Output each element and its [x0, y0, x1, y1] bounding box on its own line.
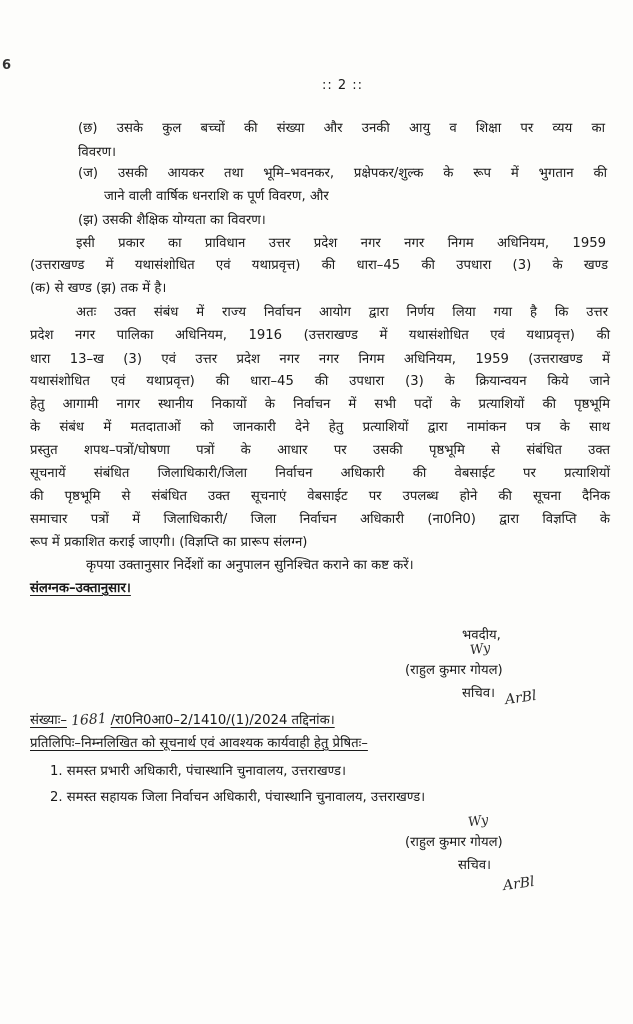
- item-jh-line1: (झ) उसकी शैक्षिक योग्यता का विवरण।: [78, 213, 266, 228]
- signatory-designation: सचिव।: [458, 858, 492, 873]
- para2-line: की पृष्ठभूमि से संबंधित उक्त सूचनाएं वेबसाईट पर उपलब्ध होने की सूचना दैनिक: [30, 489, 610, 504]
- signature-initials: Wy: [469, 640, 492, 659]
- para1-line: (उत्तराखण्ड में यथासंशोधित एवं यथाप्रवृत्त) की धारा–45 की उपधारा (3) के खण्ड: [30, 258, 608, 273]
- enclosure-note: संलग्नक–उक्तानुसार।: [30, 581, 131, 596]
- para1-line: इसी प्रकार का प्राविधान उत्तर प्रदेश नगर नगर निगम अधिनियम, 1959: [76, 236, 606, 251]
- copy-to-item: 1. समस्त प्रभारी अधिकारी, पंचास्थानि चुनावालय, उत्तराखण्ड।: [50, 764, 346, 779]
- para3-line: कृपया उक्तानुसार निर्देशों का अनुपालन सुनिश्चित कराने का कष्ट करें।: [86, 558, 414, 573]
- para2-line: के संबंध में मतदाताओं को जानकारी देने हेतु प्रत्याशियों द्वारा नामांकन पत्र के साथ: [30, 420, 610, 435]
- edge-mark: 6: [2, 58, 12, 73]
- item-chh-line1: (छ) उसके कुल बच्चों की संख्या और उनकी आयु व शिक्षा पर व्यय का: [78, 121, 605, 136]
- reference-rest: /रा0नि0आ0–2/1410/(1)/2024 तद्दिनांक।: [110, 713, 335, 728]
- para2-line: रूप में प्रकाशित कराई जाएगी। (विज्ञप्ति का प्रारूप संलग्न): [30, 535, 308, 550]
- reference-number: [30, 709, 335, 732]
- signature-mark: ArBl: [502, 873, 536, 895]
- para2-line: प्रस्तुत शपथ–पत्रों/घोषणा पत्रों के आधार पर उसकी पृष्ठभूमि से संबंधित उक्त: [30, 443, 610, 458]
- para2-line: सूचनायें संबंधित जिलाधिकारी/जिला निर्वाचन अधिकारी की वेबसाईट पर प्रत्याशियों: [30, 466, 610, 481]
- handwritten-number: 1681: [70, 710, 108, 730]
- signatory-name: (राहुल कुमार गोयल): [405, 663, 503, 678]
- signature-initials: Wy: [467, 812, 490, 831]
- signatory-designation: सचिव।: [462, 686, 496, 701]
- copy-to-item: 2. समस्त सहायक जिला निर्वाचन अधिकारी, पंचास्थानि चुनावालय, उत्तराखण्ड।: [50, 790, 426, 805]
- para1-line: (क) से खण्ड (झ) तक में है।: [30, 281, 167, 296]
- para2-line: यथासंशोधित एवं यथाप्रवृत्त) की धारा–45 की उपधारा (3) के क्रियान्वयन किये जाने: [30, 374, 610, 389]
- item-j-line1: (ज) उसकी आयकर तथा भूमि–भवनकर, प्रक्षेपकर/शुल्क के रूप में भुगतान की: [78, 166, 607, 181]
- para2-line: अतः उक्त संबंध में राज्य निर्वाचन आयोग द्वारा निर्णय लिया गया है कि उत्तर: [76, 305, 608, 320]
- signature-mark: ArBl: [504, 687, 538, 709]
- para2-line: हेतु आगामी नागर स्थानीय निकायों के निर्वाचन में सभी पदों के प्रत्याशियों की पृष्ठभूमि: [30, 397, 610, 412]
- page-number: :: 2 ::: [322, 78, 364, 93]
- para2-line: प्रदेश नगर पालिका अधिनियम, 1916 (उत्तराखण्ड में यथासंशोधित एवं यथाप्रवृत्त) की: [30, 328, 610, 343]
- para2-line: धारा 13–ख (3) एवं उत्तर प्रदेश नगर नगर निगम अधिनियम, 1959 (उत्तराखण्ड में: [30, 352, 610, 367]
- closing-salutation: भवदीय,: [462, 628, 501, 643]
- reference-label: संख्याः–: [30, 713, 67, 728]
- para2-line: समाचार पत्रों में जिलाधिकारी/ जिला निर्वाचन अधिकारी (ना0नि0) द्वारा विज्ञप्ति के: [30, 512, 610, 527]
- signatory-name: (राहुल कुमार गोयल): [405, 835, 503, 850]
- item-j-line2: जाने वाली वार्षिक धनराशि क पूर्ण विवरण, और: [104, 189, 329, 204]
- item-chh-line2: विवरण।: [78, 145, 117, 160]
- copy-to-heading: प्रतिलिपिः–निम्नलिखित को सूचनार्थ एवं आवश्यक कार्यवाही हेतु प्रेषितः–: [30, 736, 368, 751]
